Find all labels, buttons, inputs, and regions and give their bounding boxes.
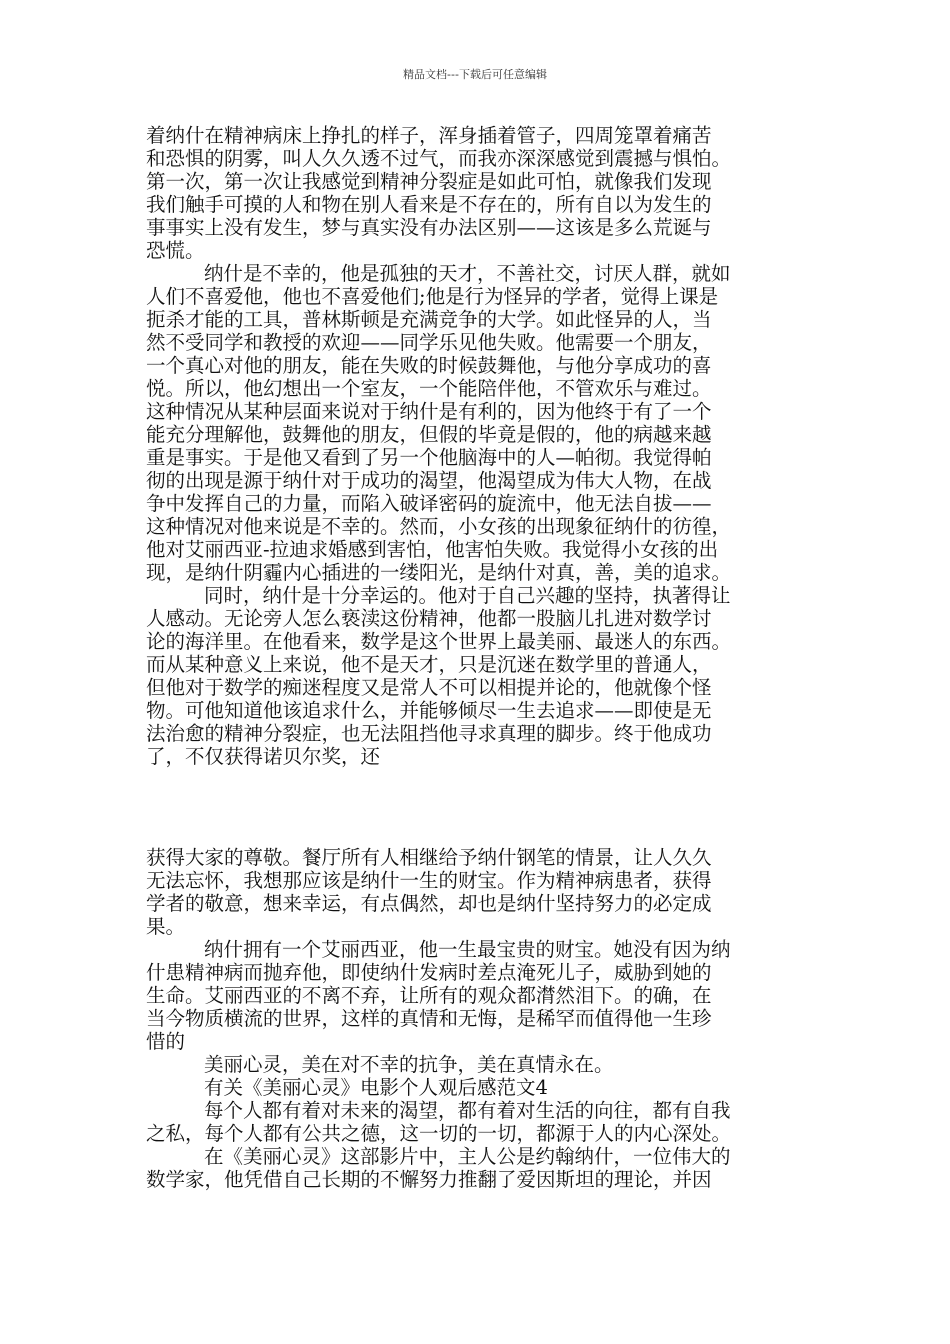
text-line: 一个真心对他的朋友，能在失败的时候鼓舞他，与他分享成功的喜 bbox=[146, 354, 712, 377]
text-line: 然不受同学和教授的欢迎——同学乐见他失败。他需要一个朋友， bbox=[146, 331, 712, 354]
text-line: 人感动。无论旁人怎么亵渎这份精神，他都一股脑儿扎进对数学讨 bbox=[146, 607, 712, 630]
text-line: 能充分理解他，鼓舞他的朋友，但假的毕竟是假的，他的病越来越 bbox=[146, 423, 712, 446]
text-line: 无法忘怀，我想那应该是纳什一生的财宝。作为精神病患者，获得 bbox=[146, 869, 712, 892]
text-line: 彻的出现是源于纳什对于成功的渴望，他渴望成为伟大人物，在战 bbox=[146, 469, 712, 492]
text-line: 争中发挥自己的力量，而陷入破译密码的旋流中，他无法自拔—— bbox=[146, 492, 712, 515]
text-line: 果。 bbox=[146, 915, 186, 938]
paragraph-start-line: 每个人都有着对未来的渴望，都有着对生活的向往，都有自我 bbox=[204, 1099, 731, 1122]
text-line: 人们不喜爱他，他也不喜爱他们;他是行为怪异的学者，觉得上课是 bbox=[146, 285, 719, 308]
text-line: 了，不仅获得诺贝尔奖，还 bbox=[146, 745, 381, 768]
text-line: 但他对于数学的痴迷程度又是常人不可以相提并论的，他就像个怪 bbox=[146, 676, 712, 699]
text-line: 扼杀才能的工具，普林斯顿是充满竞争的大学。如此怪异的人，当 bbox=[146, 308, 712, 331]
text-line: 法治愈的精神分裂症，也无法阻挡他寻求真理的脚步。终于他成功 bbox=[146, 722, 712, 745]
text-line: 这种情况对他来说是不幸的。然而，小女孩的出现象征纳什的彷徨， bbox=[146, 515, 732, 538]
text-line: 惜的 bbox=[146, 1030, 186, 1053]
body-text-block-1 bbox=[146, 124, 806, 768]
text-line: 恐慌。 bbox=[146, 239, 205, 262]
text-line: 悦。所以，他幻想出一个室友，一个能陪伴他，不管欢乐与难过。 bbox=[146, 377, 712, 400]
text-line: 我们触手可摸的人和物在别人看来是不存在的，所有自以为发生的 bbox=[146, 193, 712, 216]
text-line: 现，是纳什阴霾内心插进的一缕阳光，是纳什对真，善，美的追求。 bbox=[146, 561, 732, 584]
text-line: 当今物质横流的世界，这样的真情和无悔，是稀罕而值得他一生珍 bbox=[146, 1007, 712, 1030]
text-line: 他对艾丽西亚-拉迪求婚感到害怕，他害怕失败。我觉得小女孩的出 bbox=[146, 538, 719, 561]
text-line: 什患精神病而抛弃他，即使纳什发病时差点淹死儿子，威胁到她的 bbox=[146, 961, 712, 984]
text-line: 这种情况从某种层面来说对于纳什是有利的，因为他终于有了一个 bbox=[146, 400, 712, 423]
text-line: 着纳什在精神病床上挣扎的样子，浑身插着管子，四周笼罩着痛苦 bbox=[146, 124, 712, 147]
text-line: 第一次，第一次让我感觉到精神分裂症是如此可怕，就像我们发现 bbox=[146, 170, 712, 193]
paragraph-start-line: 纳什是不幸的，他是孤独的天才，不善社交，讨厌人群，就如 bbox=[204, 262, 731, 285]
paragraph-start-line: 美丽心灵，美在对不幸的抗争，美在真情永在。 bbox=[204, 1053, 614, 1076]
text-line: 生命。艾丽西亚的不离不弃，让所有的观众都潸然泪下。的确，在 bbox=[146, 984, 712, 1007]
text-line: 之私，每个人都有公共之德，这一切的一切，都源于人的内心深处。 bbox=[146, 1122, 732, 1145]
text-line: 重是事实。于是他又看到了另一个他脑海中的人—帕彻。我觉得帕 bbox=[146, 446, 712, 469]
paragraph-start-line: 纳什拥有一个艾丽西亚，他一生最宝贵的财宝。她没有因为纳 bbox=[204, 938, 731, 961]
text-line: 物。可他知道他该追求什么，并能够倾尽一生去追求——即使是无 bbox=[146, 699, 712, 722]
body-text-block-2 bbox=[146, 846, 806, 1191]
text-line: 事事实上没有发生，梦与真实没有办法区别——这该是多么荒诞与 bbox=[146, 216, 712, 239]
text-line: 学者的敬意，想来幸运，有点偶然，却也是纳什坚持努力的必定成 bbox=[146, 892, 712, 915]
text-line: 而从某种意义上来说，他不是天才，只是沉迷在数学里的普通人， bbox=[146, 653, 712, 676]
section-heading: 有关《美丽心灵》电影个人观后感范文4 bbox=[204, 1076, 548, 1099]
text-line: 和恐惧的阴雾，叫人久久透不过气，而我亦深深感觉到震撼与惧怕。 bbox=[146, 147, 732, 170]
text-line: 数学家，他凭借自己长期的不懈努力推翻了爱因斯坦的理论，并因 bbox=[146, 1168, 712, 1191]
text-line: 论的海洋里。在他看来，数学是这个世界上最美丽、最迷人的东西。 bbox=[146, 630, 732, 653]
paragraph-start-line: 同时，纳什是十分幸运的。他对于自己兴趣的坚持，执著得让 bbox=[204, 584, 731, 607]
paragraph-start-line: 在《美丽心灵》这部影片中，主人公是约翰纳什，一位伟大的 bbox=[204, 1145, 731, 1168]
page-header: 精品文档---下载后可任意编辑 bbox=[403, 68, 547, 81]
text-line: 获得大家的尊敬。餐厅所有人相继给予纳什钢笔的情景，让人久久 bbox=[146, 846, 712, 869]
